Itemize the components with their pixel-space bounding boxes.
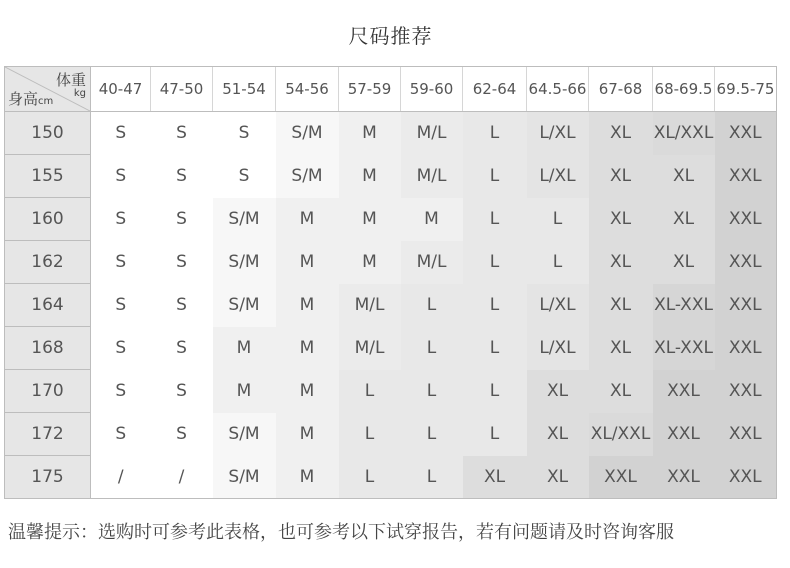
table-row [5,241,777,284]
size-cell: M [276,413,339,456]
size-cell: XXL [715,198,777,241]
size-cell: L [463,241,527,284]
size-cell: M [401,198,463,241]
size-cell: M/L [401,241,463,284]
size-cell: XL [653,155,715,198]
size-cell: XXL [715,413,777,456]
size-cell: L/XL [527,327,589,370]
size-cell: M [276,241,339,284]
size-cell: XL [653,198,715,241]
size-cell: L [527,241,589,284]
size-cell: L [401,284,463,327]
weight-column-header: 69.5-75 [715,67,777,112]
weight-column-header: 40-47 [91,67,151,112]
table-row [5,198,777,241]
size-cell: M [276,456,339,499]
table-row [5,284,777,327]
height-row-header: 175 [5,456,91,499]
size-cell: L [527,198,589,241]
size-cell: M/L [339,284,401,327]
weight-column-header: 54-56 [276,67,339,112]
size-cell: XL/XXL [589,413,653,456]
size-cell: XL [589,112,653,155]
weight-axis-label: 体重 [55,71,86,89]
size-cell: S/M [213,456,276,499]
size-cell: L [463,413,527,456]
height-unit-label: cm [38,96,54,107]
size-cell: L [401,370,463,413]
size-cell: S [151,327,213,370]
size-cell: XL [527,370,589,413]
size-cell: L [339,413,401,456]
table-row [5,370,777,413]
weight-column-header: 51-54 [213,67,276,112]
size-cell: S [151,198,213,241]
size-cell: L/XL [527,112,589,155]
weight-column-header: 47-50 [151,67,213,112]
size-cell: L/XL [527,155,589,198]
size-cell: XXL [653,413,715,456]
height-axis-label [8,88,53,109]
height-row-header: 162 [5,241,91,284]
size-cell: S [91,241,151,284]
size-table [4,66,777,499]
size-cell: S/M [276,155,339,198]
size-cell: M [339,198,401,241]
size-cell: XL [527,413,589,456]
size-cell: L [463,112,527,155]
size-cell: XXL [715,284,777,327]
size-cell: XL [589,370,653,413]
size-cell: S [151,284,213,327]
size-cell: S/M [213,241,276,284]
size-cell: XL-XXL [653,284,715,327]
size-cell: M [213,370,276,413]
size-cell: L [339,456,401,499]
height-row-header: 172 [5,413,91,456]
size-cell: XL [463,456,527,499]
size-cell: XXL [589,456,653,499]
size-cell: S [151,370,213,413]
size-cell: XXL [653,456,715,499]
size-cell: S [213,112,276,155]
size-cell: XL/XXL [653,112,715,155]
size-cell: M/L [401,112,463,155]
size-cell: S [213,155,276,198]
footer-note: 温馨提示：选购时可参考此表格，也可参考以下试穿报告，若有问题请及时咨询客服 [8,522,674,543]
size-cell: S [91,327,151,370]
size-cell: S [91,198,151,241]
size-cell: S [91,413,151,456]
size-cell: L [339,370,401,413]
height-row-header: 170 [5,370,91,413]
size-cell: XL [527,456,589,499]
table-row [5,155,777,198]
table-body [5,112,777,499]
size-cell: XXL [715,112,777,155]
size-cell: S/M [213,284,276,327]
size-cell: XL [589,284,653,327]
size-cell: XXL [715,155,777,198]
table-row [5,112,777,155]
weight-column-header: 68-69.5 [653,67,715,112]
size-cell: S [91,370,151,413]
size-cell: S [151,241,213,284]
size-cell: L [463,327,527,370]
size-cell: L [401,456,463,499]
size-cell: M [276,327,339,370]
size-cell: M/L [401,155,463,198]
size-cell: XL [589,155,653,198]
size-cell: S [151,155,213,198]
size-cell: S [91,284,151,327]
weight-column-header: 59-60 [401,67,463,112]
header-corner [5,67,91,112]
height-row-header: 168 [5,327,91,370]
weight-column-header: 57-59 [339,67,401,112]
size-cell: S/M [213,413,276,456]
size-cell: M [339,112,401,155]
size-table-wrapper [4,66,777,499]
size-cell: XL [589,327,653,370]
size-cell: XXL [715,327,777,370]
size-cell: L [463,155,527,198]
weight-unit-label: kg [73,88,86,99]
weight-column-header: 62-64 [463,67,527,112]
size-cell: M [339,155,401,198]
size-cell: S/M [276,112,339,155]
size-cell: L [463,284,527,327]
size-cell: S [151,413,213,456]
size-cell: S [151,112,213,155]
table-row [5,327,777,370]
size-cell: L/XL [527,284,589,327]
height-row-header: 164 [5,284,91,327]
size-cell: XL [589,198,653,241]
size-cell: M [276,370,339,413]
size-cell: XXL [715,456,777,499]
size-cell: M [276,284,339,327]
size-cell: L [401,327,463,370]
table-row [5,413,777,456]
size-cell: XXL [715,241,777,284]
height-row-header: 150 [5,112,91,155]
size-cell: XL [589,241,653,284]
size-cell: / [151,456,213,499]
table-row [5,456,777,499]
weight-column-header: 67-68 [589,67,653,112]
size-cell: / [91,456,151,499]
size-cell: S/M [213,198,276,241]
height-row-header: 155 [5,155,91,198]
height-row-header: 160 [5,198,91,241]
size-cell: M [213,327,276,370]
size-cell: L [463,370,527,413]
size-cell: M [339,241,401,284]
size-cell: M/L [339,327,401,370]
weight-column-header: 64.5-66 [527,67,589,112]
size-cell: L [401,413,463,456]
size-cell: S [91,112,151,155]
size-cell: XL-XXL [653,327,715,370]
size-cell: S [91,155,151,198]
size-cell: XL [653,241,715,284]
size-cell: XXL [653,370,715,413]
chart-title: 尺码推荐 [348,24,433,48]
header-row [5,67,777,112]
size-cell: XXL [715,370,777,413]
height-axis-text: 身高 [8,90,39,108]
size-cell: L [463,198,527,241]
size-cell: M [276,198,339,241]
